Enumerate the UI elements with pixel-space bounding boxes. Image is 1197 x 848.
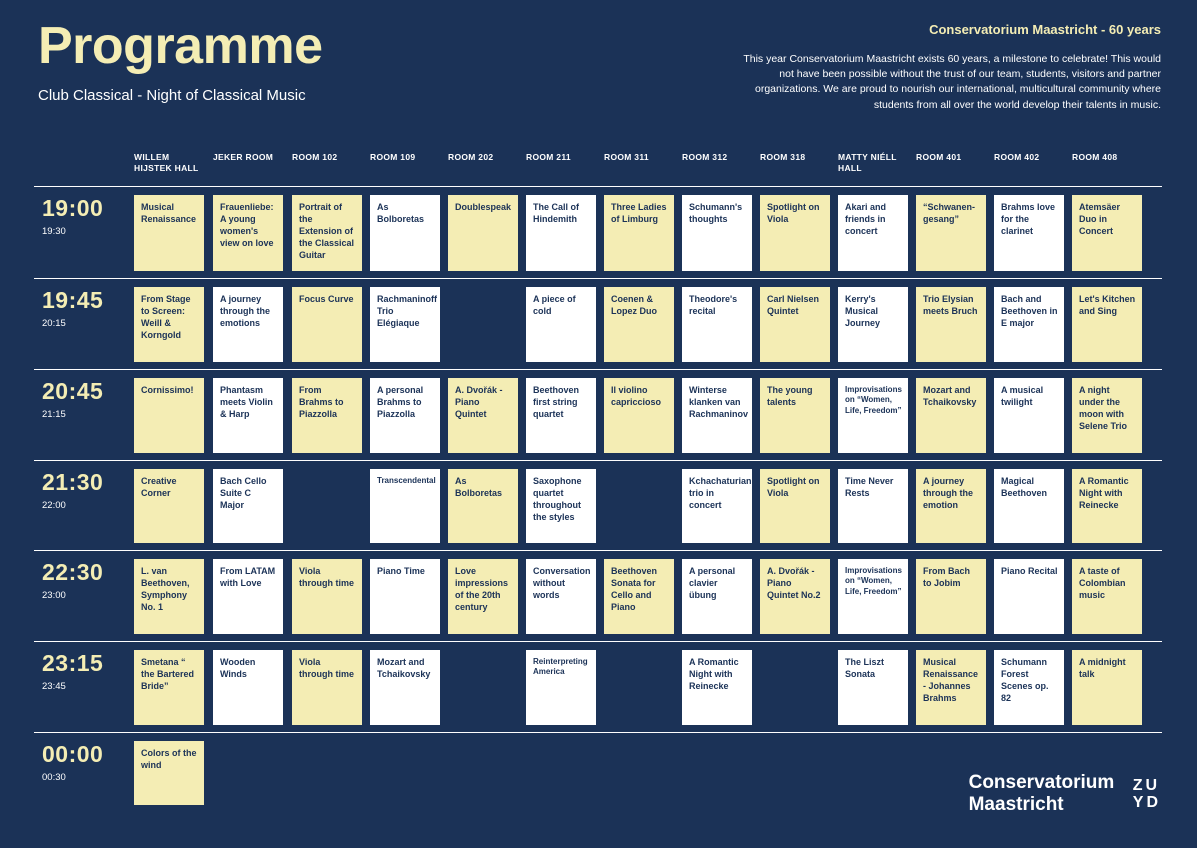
- event-cell[interactable]: Akari and friends in concert: [838, 195, 908, 271]
- event-cell-empty: [604, 650, 674, 725]
- row-time: [42, 380, 134, 420]
- event-cell[interactable]: The Call of Hindemith: [526, 195, 596, 271]
- event-cell[interactable]: As Bolboretas: [370, 195, 440, 271]
- row-end-time: 21:15: [42, 409, 66, 420]
- schedule-row: [34, 278, 1162, 369]
- event-cell[interactable]: Kerry's Musical Journey: [838, 287, 908, 362]
- event-cell-empty: [760, 650, 830, 725]
- event-cell[interactable]: Mozart and Tchaikovsky: [370, 650, 440, 725]
- event-cell[interactable]: A night under the moon with Selene Trio: [1072, 378, 1142, 453]
- column-header-matty-niell-hall: MATTY NIÉLL HALL: [838, 152, 897, 174]
- event-cell[interactable]: Beethoven Sonata for Cello and Piano: [604, 559, 674, 634]
- event-cell[interactable]: Carl Nielsen Quintet: [760, 287, 830, 362]
- event-cell[interactable]: Improvisations on “Women, Life, Freedom”: [838, 378, 908, 453]
- event-cell[interactable]: Creative Corner: [134, 469, 204, 543]
- event-cell[interactable]: Reinterpreting America: [526, 650, 596, 725]
- event-cell[interactable]: Winterse klanken van Rachmaninov: [682, 378, 752, 453]
- event-cell[interactable]: L. van Beethoven, Symphony No. 1: [134, 559, 204, 634]
- logo-line-2: Maastricht: [968, 794, 1064, 816]
- row-end-time: 19:30: [42, 226, 66, 237]
- schedule-row: [34, 641, 1162, 732]
- event-cell[interactable]: Beethoven first string quartet: [526, 378, 596, 453]
- event-cell[interactable]: A piece of cold: [526, 287, 596, 362]
- row-time: [42, 471, 134, 511]
- row-time: [42, 561, 134, 601]
- column-header-room-211: ROOM 211: [526, 152, 571, 162]
- row-start-time: 19:00: [42, 195, 104, 221]
- column-header-room-408: ROOM 408: [1072, 152, 1118, 162]
- event-cell[interactable]: Schumann Forest Scenes op. 82: [994, 650, 1064, 725]
- column-header-room-402: ROOM 402: [994, 152, 1040, 162]
- event-cell[interactable]: Spotlight on Viola: [760, 195, 830, 271]
- event-cell[interactable]: Kchachaturian trio in concert: [682, 469, 752, 543]
- conservatorium-wordmark: [969, 772, 1115, 816]
- event-cell[interactable]: Piano Recital: [994, 559, 1064, 634]
- anniversary-title: Conservatorium Maastricht - 60 years: [929, 22, 1161, 37]
- row-cells: [134, 187, 1162, 278]
- event-cell[interactable]: Time Never Rests: [838, 469, 908, 543]
- event-cell[interactable]: A personal clavier übung: [682, 559, 752, 634]
- event-cell[interactable]: From LATAM with Love: [213, 559, 283, 634]
- row-cells: [134, 642, 1162, 732]
- event-cell[interactable]: A musical twilight: [994, 378, 1064, 453]
- schedule-row: [34, 460, 1162, 550]
- row-cells: [134, 461, 1162, 550]
- event-cell-empty: [292, 469, 362, 543]
- schedule-grid: [34, 148, 1162, 824]
- row-time: [42, 197, 134, 237]
- event-cell[interactable]: Brahms love for the clarinet: [994, 195, 1064, 271]
- event-cell[interactable]: Viola through time: [292, 559, 362, 634]
- event-cell-empty: [448, 650, 518, 725]
- event-cell[interactable]: Conversation without words: [526, 559, 596, 634]
- schedule-row: [34, 186, 1162, 278]
- event-cell[interactable]: Colors of the wind: [134, 741, 204, 805]
- zuyd-line-1: ZU: [1132, 776, 1161, 794]
- event-cell[interactable]: A Romantic Night with Reinecke: [682, 650, 752, 725]
- row-start-time: 20:45: [42, 378, 104, 404]
- event-cell[interactable]: As Bolboretas: [448, 469, 518, 543]
- column-headers: [134, 148, 1162, 186]
- column-header-room-109: ROOM 109: [370, 152, 416, 162]
- event-cell[interactable]: Theodore's recital: [682, 287, 752, 362]
- zuyd-line-2: YD: [1132, 794, 1161, 812]
- column-header-room-401: ROOM 401: [916, 152, 962, 162]
- event-cell[interactable]: From Bach to Jobim: [916, 559, 986, 634]
- column-header-room-311: ROOM 311: [604, 152, 649, 162]
- footer-logo: [969, 772, 1161, 816]
- event-cell[interactable]: From Stage to Screen: Weill & Korngold: [134, 287, 204, 362]
- event-cell[interactable]: Saxophone quartet throughout the styles: [526, 469, 596, 543]
- row-time: [42, 743, 134, 783]
- row-start-time: 00:00: [42, 741, 104, 767]
- event-cell[interactable]: A midnight talk: [1072, 650, 1142, 725]
- event-cell[interactable]: “Schwanen-gesang”: [916, 195, 986, 271]
- row-end-time: 20:15: [42, 318, 66, 329]
- row-cells: [134, 279, 1162, 369]
- event-cell[interactable]: Portrait of the Extension of the Classical Guitar: [292, 195, 362, 271]
- row-end-time: 00:30: [42, 772, 66, 783]
- row-end-time: 23:45: [42, 681, 66, 692]
- event-cell[interactable]: Piano Time: [370, 559, 440, 634]
- event-cell[interactable]: A Romantic Night with Reinecke: [1072, 469, 1142, 543]
- zuyd-wordmark: [1133, 777, 1161, 812]
- event-cell[interactable]: Bach Cello Suite C Major: [213, 469, 283, 543]
- event-cell[interactable]: A. Dvořák - Piano Quintet: [448, 378, 518, 453]
- event-cell[interactable]: Phantasm meets Violin & Harp: [213, 378, 283, 453]
- event-cell[interactable]: Rachmaninoff Trio Elégiaque: [370, 287, 440, 362]
- event-cell[interactable]: A taste of Colombian music: [1072, 559, 1142, 634]
- event-cell[interactable]: Musical Renaissance - Johannes Brahms: [916, 650, 986, 725]
- page-subtitle: Club Classical - Night of Classical Music: [38, 87, 306, 104]
- event-cell[interactable]: A journey through the emotion: [916, 469, 986, 543]
- event-cell[interactable]: A personal Brahms to Piazzolla: [370, 378, 440, 453]
- column-header-willem-hijstek-hall: WILLEM HIJSTEK HALL: [134, 152, 199, 174]
- event-cell[interactable]: Cornissimo!: [134, 378, 204, 453]
- event-cell[interactable]: The young talents: [760, 378, 830, 453]
- event-cell[interactable]: Schumann's thoughts: [682, 195, 752, 271]
- column-header-room-318: ROOM 318: [760, 152, 806, 162]
- event-cell[interactable]: Three Ladies of Limburg: [604, 195, 674, 271]
- column-header-jeker-room: JEKER ROOM: [213, 152, 274, 162]
- event-cell[interactable]: Wooden Winds: [213, 650, 283, 725]
- event-cell[interactable]: Smetana “ the Bartered Bride”: [134, 650, 204, 725]
- event-cell[interactable]: Frauenliebe: A young women's view on love: [213, 195, 283, 271]
- schedule-row: [34, 550, 1162, 641]
- event-cell[interactable]: A journey through the emotions: [213, 287, 283, 362]
- row-time: [42, 289, 134, 329]
- row-cells: [134, 370, 1162, 460]
- event-cell[interactable]: Doublespeak: [448, 195, 518, 271]
- event-cell[interactable]: Bach and Beethoven in E major: [994, 287, 1064, 362]
- column-header-room-312: ROOM 312: [682, 152, 728, 162]
- event-cell[interactable]: Atemsäer Duo in Concert: [1072, 195, 1142, 271]
- event-cell[interactable]: A. Dvořák - Piano Quintet No.2: [760, 559, 830, 634]
- event-cell[interactable]: Mozart and Tchaikovsky: [916, 378, 986, 453]
- event-cell[interactable]: Musical Renaissance: [134, 195, 204, 271]
- event-cell[interactable]: Magical Beethoven: [994, 469, 1064, 543]
- event-cell[interactable]: Il violino capriccioso: [604, 378, 674, 453]
- event-cell[interactable]: Improvisations on “Women, Life, Freedom”: [838, 559, 908, 634]
- row-end-time: 23:00: [42, 590, 66, 601]
- event-cell[interactable]: Focus Curve: [292, 287, 362, 362]
- poster-header: [0, 0, 1197, 140]
- event-cell[interactable]: Love impressions of the 20th century: [448, 559, 518, 634]
- event-cell[interactable]: Let's Kitchen and Sing: [1072, 287, 1142, 362]
- event-cell[interactable]: From Brahms to Piazzolla: [292, 378, 362, 453]
- row-start-time: 22:30: [42, 559, 104, 585]
- event-cell[interactable]: The Liszt Sonata: [838, 650, 908, 725]
- schedule-row: [34, 369, 1162, 460]
- row-time: [42, 652, 134, 692]
- row-end-time: 22:00: [42, 500, 66, 511]
- row-start-time: 21:30: [42, 469, 104, 495]
- anniversary-body: This year Conservatorium Maastricht exists 60 years, a milestone to celebrate! This would not have been possible without the trust of our team, students, visitors and partner organizations. We are proud to nourish our international, multicultural community where students from all over the world develop their talents in music.: [743, 53, 1161, 111]
- logo-line-1: Conservatorium: [968, 772, 1115, 794]
- event-cell[interactable]: Viola through time: [292, 650, 362, 725]
- event-cell-empty: [448, 287, 518, 362]
- row-start-time: 23:15: [42, 650, 104, 676]
- event-cell[interactable]: Trio Elysian meets Bruch: [916, 287, 986, 362]
- event-cell[interactable]: Spotlight on Viola: [760, 469, 830, 543]
- column-header-room-202: ROOM 202: [448, 152, 494, 162]
- row-cells: [134, 551, 1162, 641]
- event-cell[interactable]: Coenen & Lopez Duo: [604, 287, 674, 362]
- event-cell-empty: [604, 469, 674, 543]
- row-start-time: 19:45: [42, 287, 104, 313]
- column-header-room-102: ROOM 102: [292, 152, 338, 162]
- page-title: Programme: [38, 17, 323, 75]
- event-cell[interactable]: Transcendental: [370, 469, 440, 543]
